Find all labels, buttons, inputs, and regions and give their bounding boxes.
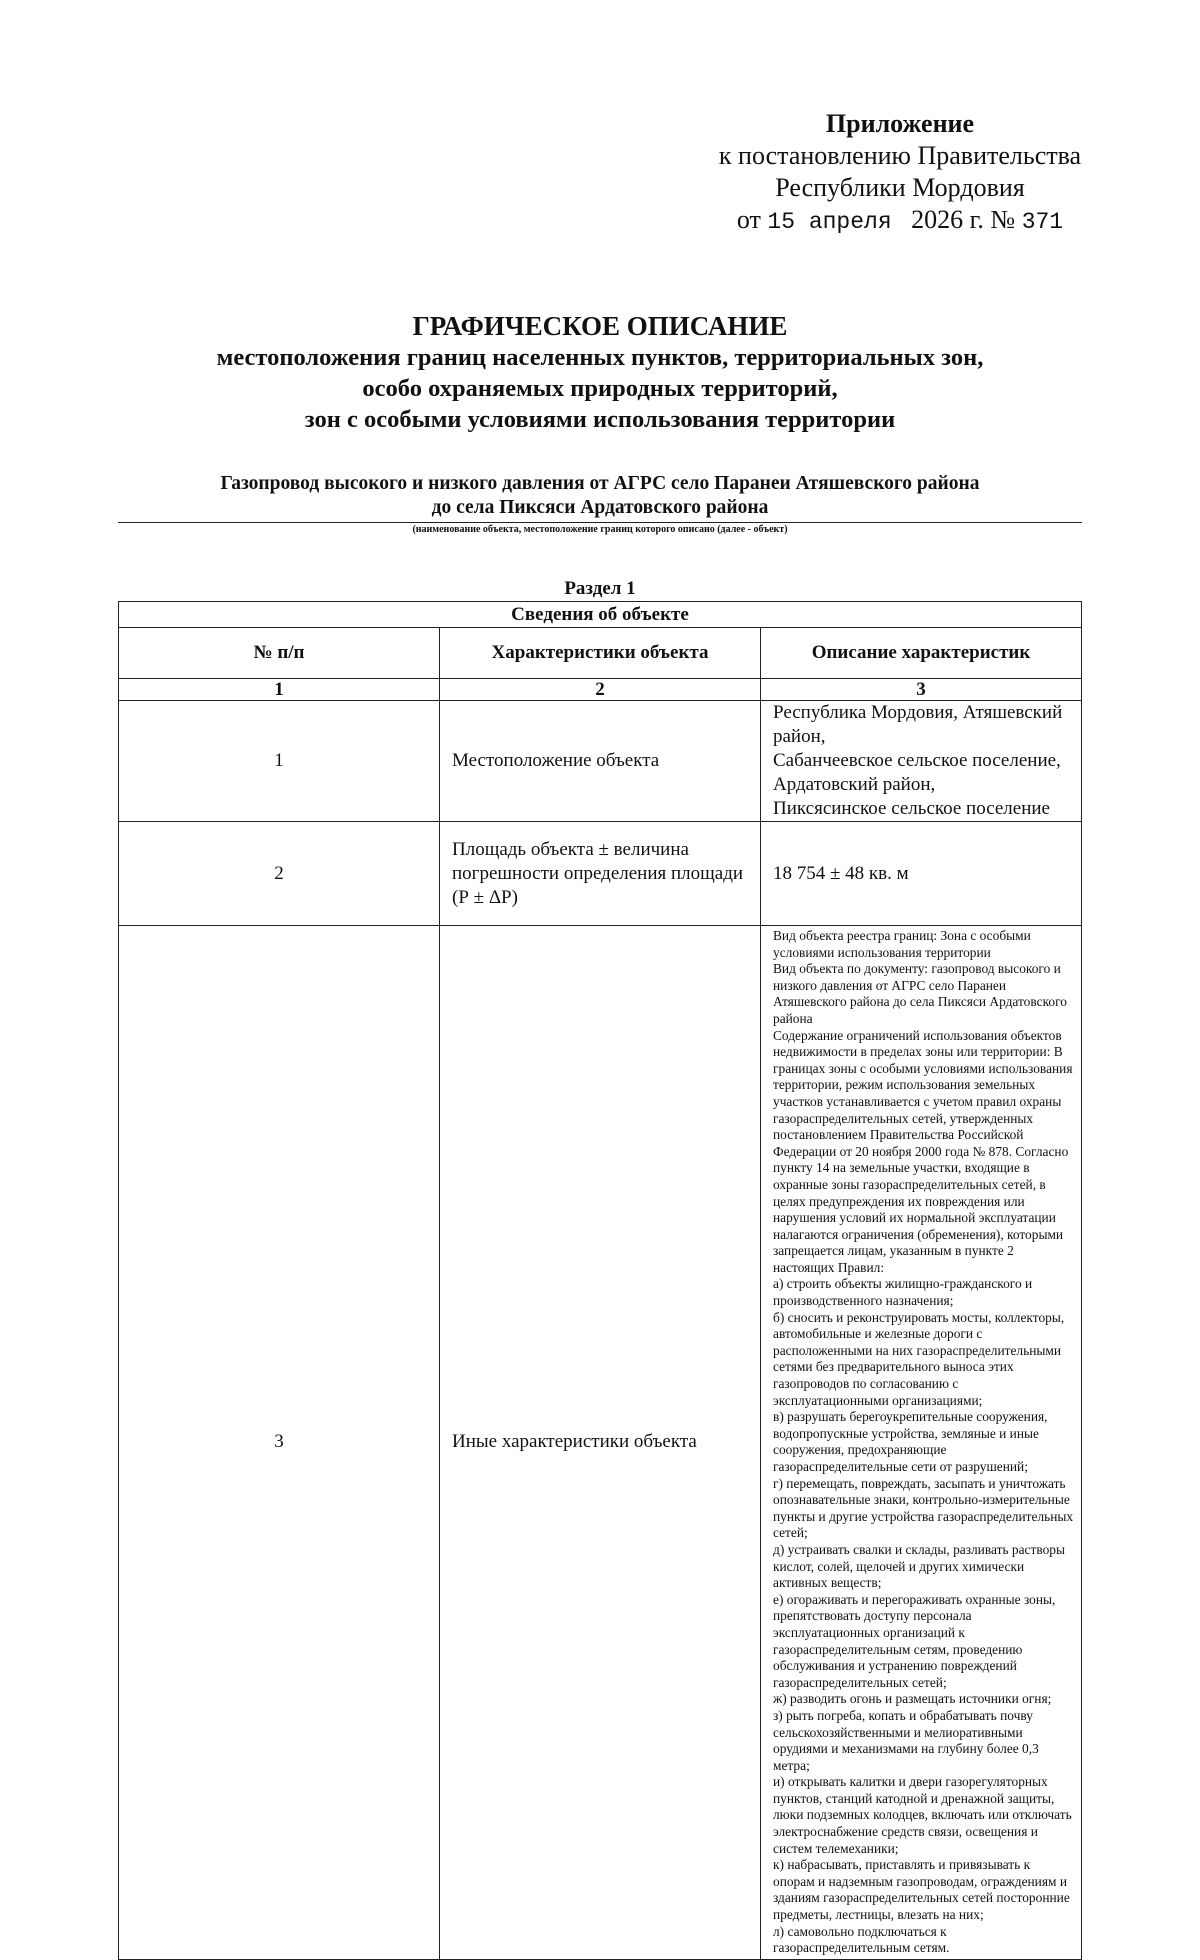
document-title xyxy=(120,310,1080,435)
value-line: ж) разводить огонь и размещать источники огня; xyxy=(773,1691,1052,1707)
value-line: а) строить объекты жилищно-гражданского и производственного назначения; xyxy=(773,1276,1033,1309)
table-row xyxy=(119,822,1082,926)
row-name: Местоположение объекта xyxy=(440,701,761,822)
row-value: 18 754 ± 48 кв. м xyxy=(761,822,1082,926)
row-value xyxy=(761,701,1082,822)
object-name xyxy=(118,472,1082,520)
row-name: Иные характеристики объекта xyxy=(440,926,761,1960)
header-characteristics: Характеристики объекта xyxy=(440,628,761,679)
row-num: 1 xyxy=(119,701,440,822)
table-header-row xyxy=(119,628,1082,679)
row-value xyxy=(761,926,1082,1960)
value-line: г) перемещать, повреждать, засыпать и уничтожать опознавательные знаки, контрольно-измерительные пункты и другие устройства газораспределительных сетей; xyxy=(773,1475,1074,1541)
object-underline xyxy=(118,522,1082,523)
colnum-1: 1 xyxy=(119,679,440,701)
value-line: Содержание ограничений использования объектов недвижимости в пределах зоны или территории: В границах зоны с особыми условиями использования территории, режим использования земельных участков устанавливается с учетом правил охраны газораспределительных сетей, утвержденных постановлением Правительства Российской Федерации от 20 ноября 2000 года № 878. Согласно пункту 14 на земельные участки, входящие в охранные зоны газораспределительных сетей, в целях предупреждения их повреждения или нарушения условий их нормальной эксплуатации налагаются ограничения (обременения), которыми запрещается лицам, указанным в пункте 2 настоящих Правил: xyxy=(773,1027,1073,1275)
appendix-year: 2026 г. № xyxy=(911,205,1016,234)
header-description: Описание характеристик xyxy=(761,628,1082,679)
title-main: ГРАФИЧЕСКОЕ ОПИСАНИЕ xyxy=(412,311,788,341)
value-line: б) сносить и реконструировать мосты, коллекторы, автомобильные и железные дороги с расположенными на них газораспределительными сетями без предварительного выноса этих газопроводов по согласованию с эксплуатационными организациями; xyxy=(773,1309,1065,1408)
value-line: Вид объекта реестра границ: Зона с особыми условиями использования территории xyxy=(773,928,1031,960)
table-row xyxy=(119,926,1082,1960)
title-line2: особо охраняемых природных территорий, xyxy=(362,375,838,402)
appendix-prefix: от xyxy=(736,205,761,234)
header-num: № п/п xyxy=(119,628,440,679)
appendix-line1: к постановлению Правительства xyxy=(718,141,1082,170)
appendix-line2: Республики Мордовия xyxy=(775,173,1025,202)
value-line: к) набрасывать, приставлять и привязывать к опорам и надземным газопроводам, ограждениям и зданиям газораспределительных сетей посторонние предметы, лестницы, влезать на них; xyxy=(773,1857,1070,1923)
value-line: Сабанчеевское сельское поселение, Ардатовский район, xyxy=(773,750,1061,795)
appendix-block xyxy=(690,108,1110,238)
colnum-3: 3 xyxy=(761,679,1082,701)
value-line: д) устраивать свалки и склады, разливать растворы кислот, солей, щелочей и других химически активных веществ; xyxy=(773,1541,1065,1591)
table-row xyxy=(119,701,1082,822)
title-line3: зон с особыми условиями использования территории xyxy=(304,406,896,433)
appendix-date-line xyxy=(690,204,1110,238)
appendix-date: 15 апреля xyxy=(767,209,892,235)
value-line: Пиксясинское сельское поселение xyxy=(773,798,1050,819)
object-info-table xyxy=(118,601,1082,1960)
value-line: Республика Мордовия, Атяшевский район, xyxy=(773,702,1063,747)
value-line: и) открывать калитки и двери газорегуляторных пунктов, станций катодной и дренажной защиты, люки подземных колодцев, включать или отключать электроснабжение средств связи, освещения и систем телемеханики; xyxy=(773,1774,1072,1856)
value-line: в) разрушать берегоукрепительные сооружения, водопропускные устройства, земляные и иные сооружения, предохраняющие газораспределительные сети от разрушений; xyxy=(773,1409,1048,1474)
appendix-number: 371 xyxy=(1021,209,1064,235)
object-caption: (наименование объекта, местоположение границ которого описано (далее - объект) xyxy=(412,524,788,535)
value-line: Вид объекта по документу: газопровод высокого и низкого давления от АГРС село Паранеи Атяшевского района до села Пиксяси Ардатовского района xyxy=(773,961,1067,1026)
row-num: 3 xyxy=(119,926,440,1960)
table-colnum-row xyxy=(119,679,1082,701)
object-name-line2: до села Пиксяси Ардатовского района xyxy=(431,497,769,518)
row-name: Площадь объекта ± величина погрешности определения площади (Р ± ΔР) xyxy=(440,822,761,926)
value-line: л) самовольно подключаться к газораспределительным сетям. xyxy=(773,1923,950,1956)
section-title: Раздел 1 xyxy=(564,578,636,599)
colnum-2: 2 xyxy=(440,679,761,701)
appendix-title: Приложение xyxy=(825,109,975,138)
table-title: Сведения об объекте xyxy=(119,602,1082,628)
object-name-line1: Газопровод высокого и низкого давления от АГРС село Паранеи Атяшевского района xyxy=(220,473,980,494)
value-line: е) огораживать и перегораживать охранные зоны, препятствовать доступу персонала эксплуатационных организаций к газораспределительным сетям, проведению обслуживания и устранению повреждений газораспределительных сетей; xyxy=(773,1591,1056,1690)
value-line: з) рыть погреба, копать и обрабатывать почву сельскохозяйственными и мелиоративными орудиями и механизмами на глубину более 0,3 метра; xyxy=(773,1707,1039,1773)
title-line1: местоположения границ населенных пунктов, территориальных зон, xyxy=(216,344,984,371)
row-num: 2 xyxy=(119,822,440,926)
